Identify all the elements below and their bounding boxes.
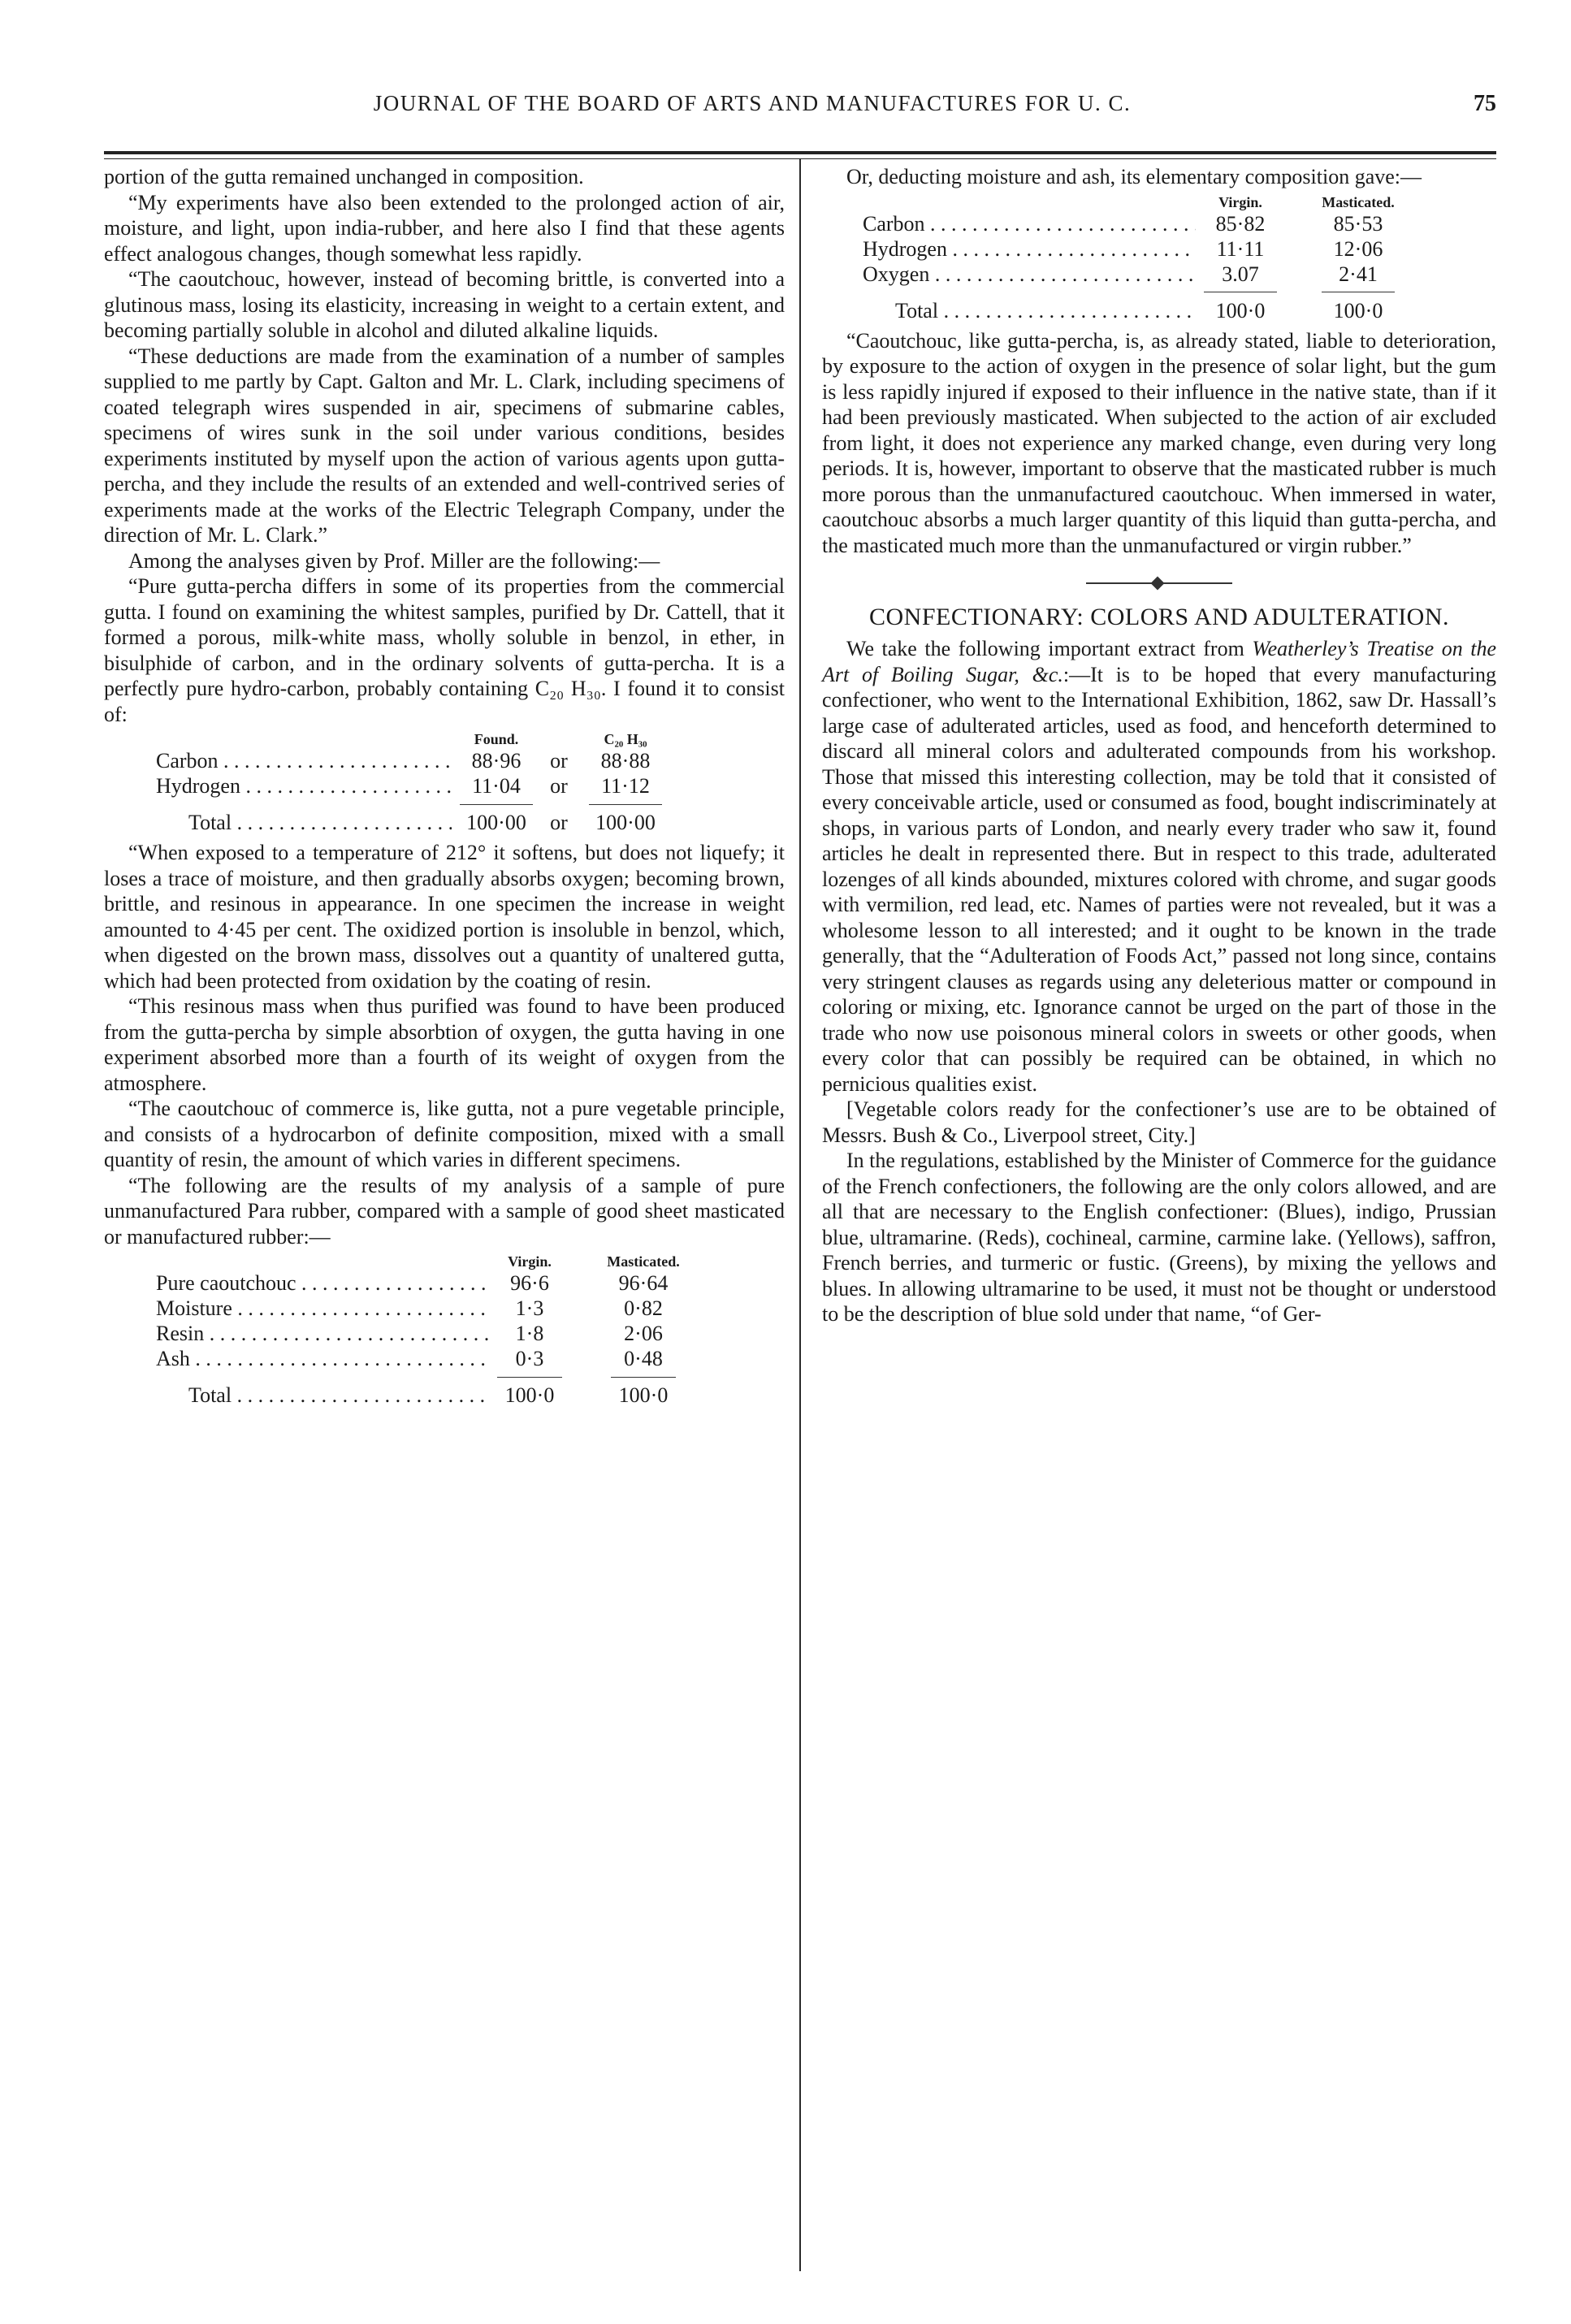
cell-virgin: 3.07 [1222,262,1259,286]
cell-virgin: 11·11 [1216,236,1265,261]
table-header [156,730,785,748]
total-rule [156,798,785,810]
row-label: Total [188,1383,232,1407]
paragraph: Or, deducting moisture and ash, its elementary composition gave:— [846,165,1422,188]
cell-masticated: 96·64 [618,1271,669,1295]
total-rule [863,287,1496,298]
cell-virgin: 100·0 [1215,298,1266,322]
column-header: Masticated. [1322,193,1395,210]
article-divider [1086,582,1232,584]
row-label: Oxygen [863,262,930,286]
cell-virgin: 100·0 [504,1383,555,1407]
cell-or: or [550,811,568,834]
paragraph-text: :—It is to be hoped that every manufacturing confectioner, who went to the International Exhibition, 1862, saw Dr. Hassall’s large case of adulterated articles, used as food, and henceforth determined to discard all mineral colors and adulterated compounds from his workshop. Those that missed this interesting collection, may be told that it consisted of every conceivable article, used or consumed as food, bought indiscriminately at shops, in various parts of London, and nearly every trader who saw it, found articles he dealt in represented there. But in respect to this trade, adulterated lozenges of all kinds abounded, mixtures colored with chrome, and sugar goods with vermilion, red lead, etc. Names of parties were not revealed, but it was a wholesome lesson to all interested; and it ought to be known in the trade generally, that the “Adulteration of Foods Act,” passed not long since, contains very stringent clauses as regards using any deleterious matter or compound in coloring or mixing, etc. Ignorance cannot be urged on the part of those in the trade who now use poisonous mineral colors in sweets or other goods, when every color that can possibly be required can be obtained, in which no pernicious qualities exist. [822,662,1496,1096]
cell-or: or [550,774,568,798]
cell-found: 100·00 [466,811,526,834]
row-label: Total [188,811,232,834]
paragraph: “This resinous mass when thus purified was found to have been produced from the gutta-percha by simple absorbtion of oxygen, the gutta having in one experiment absorbed more than a fourth of its weight of oxygen from the atmosphere. [104,994,785,1095]
row-label: Moisture [156,1296,232,1320]
table-header [863,193,1496,211]
paragraph: “Pure gutta-percha differs in some of its properties from the commercial gutta. I found on examining the whitest samples, purified by Dr. Cattell, that it formed a porous, milk-white mass, wholly soluble in benzol, in ether, in bisulphide of carbon, and in the ordinary solvents of gutta-percha. It is a perfectly pure hydro-carbon, probably containing C₂₀ H₃₀. I found it to consist of: [104,574,785,726]
cell-formula: 88·88 [600,749,651,773]
row-label: Hydrogen [156,774,240,798]
row-label: Carbon [863,211,925,236]
paragraph: “When exposed to a temperature of 212° it softens, but does not liquefy; it loses a trace of moisture, and then gradually absorbs oxygen; becoming brown, brittle, and resinous in appearance. In one specimen the increase in weight amounted to 4·45 per cent. The oxidized portion is insoluble in benzol, which, when digested on the brown mass, dissolves out a quantity of unaltered gutta, which had been protected from oxidation by the coating of resin. [104,841,785,993]
cell-formula: 100·00 [595,811,656,834]
cell-found: 88·96 [471,749,522,773]
total-rule [156,1371,785,1383]
column-header: Virgin. [1218,193,1262,210]
table-row [156,1270,785,1296]
right-column [822,164,1496,1327]
paragraph-text: We take the following important extract from [846,637,1253,660]
column-header: Found. [474,731,519,747]
row-label: Pure caoutchouc [156,1271,296,1295]
gutta-percha-analysis-table [104,730,785,835]
row-label: Carbon [156,749,219,773]
page-number: 75 [1474,91,1496,116]
row-label: Ash [156,1347,190,1370]
header-rule-thick [104,151,1496,154]
cell-formula: 11·12 [601,774,650,798]
cell-masticated: 2·06 [624,1322,663,1345]
paragraph: “The caoutchouc, however, instead of becoming brittle, is converted into a glutinous mass, losing its elasticity, increasing in weight to a certain extent, and becoming partially soluble in alcohol and diluted alkaline liquids. [104,267,785,342]
column-header: Virgin. [508,1253,552,1270]
table-row [863,236,1496,262]
cell-or: or [550,749,568,773]
cell-virgin: 0·3 [515,1347,544,1370]
table-row [156,748,785,773]
table-row [156,1346,785,1371]
table-row [156,773,785,798]
cell-virgin: 1·3 [515,1296,544,1320]
cell-virgin: 96·6 [510,1271,549,1295]
column-header: Masticated. [607,1253,680,1270]
paragraph: In the regulations, established by the Minister of Commerce for the guidance of the French confectioners, the following are the only colors allowed, and are all that are necessary to the English confectioner: (Blues), indigo, Prussian blue, ultramarine. (Reds), cochineal, carmine, carmine lake. (Yellows), saffron, French berries, and turmeric or fustic. (Greens), by mixing the yellows and blues. In allowing ultramarine to be used, it must not be thought or understood to be the description of blue sold under that name, “of Ger- [822,1149,1496,1326]
table-header [156,1253,785,1270]
cell-masticated: 85·53 [1333,211,1383,236]
column-divider [799,159,801,2271]
paragraph: portion of the gutta remained unchanged in composition. [104,165,584,188]
cell-masticated: 100·0 [1333,298,1383,322]
table-total-row [863,298,1496,323]
paragraph: “My experiments have also been extended to the prolonged action of air, moisture, and light, upon india-rubber, and here also I find that these agents effect analogous changes, though somewhat less rapidly. [104,190,785,266]
paragraph [822,636,1496,1097]
treatise-title: Weatherley’s Treatise on the Art of Boiling Sugar, &c. [822,637,1497,686]
cell-masticated: 0·82 [624,1296,663,1320]
paragraph: “These deductions are made from the examination of a number of samples supplied to me partly by Capt. Galton and Mr. L. Clark, including specimens of coated telegraph wires suspended in air, specimens of submarine cables, specimens of wires sunk in the soil under various conditions, besides experiments instituted by myself upon the action of various agents upon gutta-percha, and they include the results of an extended and well-contrived series of experiments made at the works of the Electric Telegraph Company, under the direction of Mr. L. Clark.” [104,344,785,547]
table-row [156,1296,785,1321]
elementary-composition-table [822,193,1496,323]
cell-masticated: 12·06 [1333,236,1383,261]
left-column [104,164,785,1413]
table-row [863,211,1496,236]
paragraph: [Vegetable colors ready for the confectioner’s use are to be obtained of Messrs. Bush & Co., Liverpool street, City.] [822,1097,1496,1147]
row-label: Hydrogen [863,236,947,261]
running-title: JOURNAL OF THE BOARD OF ARTS AND MANUFACTURES FOR U. C. [373,91,1132,115]
running-head [122,91,1496,130]
table-total-row [156,810,785,835]
table-row [863,262,1496,287]
cell-masticated: 2·41 [1339,262,1378,286]
article-heading: CONFECTIONARY: COLORS AND ADULTERATION. [868,604,1450,630]
column-header: C₂₀ H₃₀ [604,731,647,747]
rubber-analysis-table [104,1253,785,1408]
paragraph: Among the analyses given by Prof. Miller are the following:— [128,548,660,573]
cell-virgin: 85·82 [1215,211,1266,236]
row-label: Resin [156,1322,205,1345]
table-total-row [156,1383,785,1408]
cell-masticated: 0·48 [624,1347,663,1370]
cell-masticated: 100·0 [618,1383,669,1407]
paragraph: “The following are the results of my analysis of a sample of pure unmanufactured Para rubber, compared with a sample of good sheet masticated or manufactured rubber:— [104,1173,785,1249]
table-row [156,1321,785,1346]
row-label: Total [895,298,939,322]
paragraph: “Caoutchouc, like gutta-percha, is, as already stated, liable to deterioration, by exposure to the action of oxygen in the presence of solar light, but the gum is less rapidly injured if exposed to their influence in the native state, than if it had been previously masticated. When subjected to the action of air excluded from light, it does not experience any marked change, even during very long periods. It is, however, important to observe that the masticated rubber is much more porous than the unmanufactured caoutchouc. When immersed in water, caoutchouc absorbs a much larger quantity of this liquid than gutta-percha, and the masticated much more than the unmanufactured or virgin rubber.” [822,328,1496,557]
cell-found: 11·04 [472,774,521,798]
paragraph: “The caoutchouc of commerce is, like gutta, not a pure vegetable principle, and consists of a hydrocarbon of definite composition, mixed with a small quantity of resin, the amount of which varies in different specimens. [104,1097,785,1171]
cell-virgin: 1·8 [515,1322,544,1345]
